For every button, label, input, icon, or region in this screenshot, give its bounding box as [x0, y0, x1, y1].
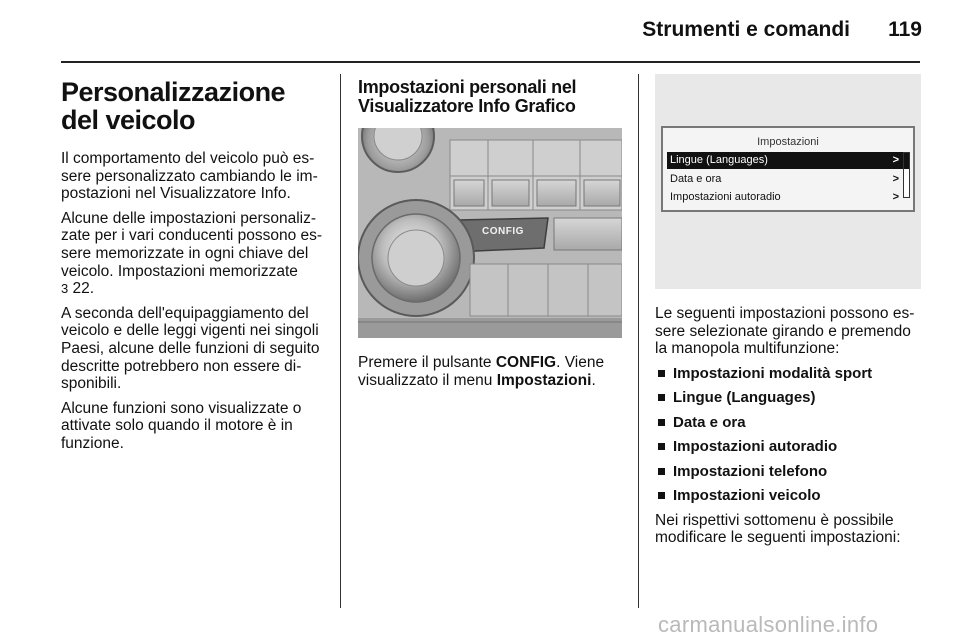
- page-number: 119: [888, 18, 922, 41]
- menu-item-label: Impostazioni autoradio: [670, 191, 781, 203]
- paragraph-2: [61, 210, 325, 298]
- section-heading: Personalizzazione del veicolo: [61, 77, 286, 135]
- section-title: Strumenti e comandi: [642, 18, 850, 41]
- column-1: [61, 74, 325, 460]
- scroll-thumb[interactable]: [904, 153, 909, 169]
- instruction-text: [358, 354, 622, 389]
- header-rule: [61, 61, 920, 63]
- list-item: Impostazioni modalità sport: [655, 365, 921, 382]
- paragraph-3: A seconda dell'equipaggiamento del veicolo e delle leggi vigenti nei singoli Paesi, alcune delle funzioni di seguito descritte potrebbero non essere di-sponibili.: [61, 304, 320, 393]
- list-item: Impostazioni telefono: [655, 463, 921, 480]
- instruction-end: .: [591, 371, 596, 389]
- column-divider-2: [638, 74, 639, 608]
- menu-item-label: Lingue (Languages): [670, 154, 768, 166]
- screen-title: Impostazioni: [757, 136, 819, 148]
- chevron-right-icon: >: [892, 191, 899, 203]
- column-divider-1: [340, 74, 341, 608]
- menu-item-label: Data e ora: [670, 173, 722, 185]
- watermark: carmanualsonline.info: [658, 612, 879, 637]
- list-item: Impostazioni autoradio: [655, 438, 921, 455]
- display-image: [655, 74, 921, 289]
- subsection-heading: Impostazioni personali nel Visualizzatore Info Grafico: [358, 77, 577, 116]
- outro-text: Nei rispettivi sottomenu è possibile modificare le seguenti impostazioni:: [655, 511, 901, 547]
- reference-arrow-icon: 3: [61, 281, 69, 297]
- list-item: Impostazioni veicolo: [655, 487, 921, 504]
- paragraph-1: Il comportamento del veicolo può es-sere personalizzato cambiando le im-postazioni nel Visualizzatore Info.: [61, 150, 318, 203]
- screen-scrollbar[interactable]: [903, 152, 910, 198]
- column-2: [358, 74, 622, 396]
- console-photo: [358, 128, 622, 338]
- display-screen: [661, 126, 915, 212]
- reference-page: 22.: [68, 280, 95, 298]
- list-item: Data e ora: [655, 414, 921, 431]
- config-button-label[interactable]: CONFIG: [482, 226, 524, 237]
- menu-item-lingue[interactable]: [667, 152, 903, 169]
- menu-name: Impostazioni: [496, 371, 592, 389]
- instruction-part-1: Premere il pulsante: [358, 354, 496, 371]
- paragraph-2-text: Alcune delle impostazioni personaliz-zate per i vari conducenti possono es-sere memorizzate in ogni chiave del veicolo. Impostazioni memorizzate: [61, 209, 323, 280]
- paragraph-4: Alcune funzioni sono visualizzate o attivate solo quando il motore è in funzione.: [61, 399, 302, 452]
- intro-text: Le seguenti impostazioni possono es-sere selezionate girando e premendo la manopola multifunzione:: [655, 305, 915, 358]
- config-button-name: CONFIG: [495, 354, 557, 371]
- menu-item-data-ora[interactable]: [667, 171, 903, 188]
- settings-list: [655, 365, 921, 505]
- instruction-part-2: . Viene visualizzato il menu: [358, 354, 605, 389]
- chevron-right-icon: >: [892, 173, 899, 185]
- chevron-right-icon: >: [892, 154, 899, 166]
- list-item: Lingue (Languages): [655, 389, 921, 406]
- page-reference-link[interactable]: [61, 280, 94, 297]
- menu-item-autoradio[interactable]: [667, 189, 903, 206]
- column-3: [655, 74, 921, 554]
